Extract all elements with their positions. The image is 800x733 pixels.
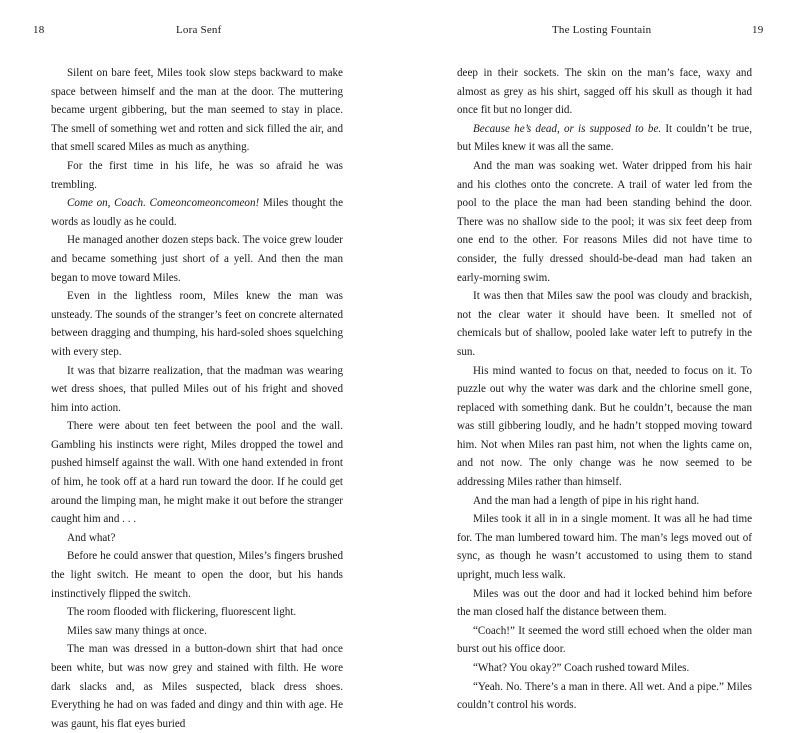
paragraph: It was that bizarre realization, that the madman was wearing wet dress shoes, that pulled Miles out of his fright and shoved him into action. <box>51 364 343 414</box>
paragraph: Even in the lightless room, Miles knew the man was unsteady. The sounds of the stranger’s feet on concrete alternated between dragging and thumping, his hard-soled shoes squelching with every step. <box>51 290 343 358</box>
paragraph: And what? <box>67 531 116 544</box>
paragraph: The room flooded with flickering, fluorescent light. <box>67 606 297 619</box>
paragraph: It was then that Miles saw the pool was cloudy and brackish, not the clear water it should have been. It smelled not of chemicals but of shallow, pooled lake water left to putrefy in the sun. <box>457 290 752 358</box>
paragraph: And the man was soaking wet. Water dripped from his hair and his clothes onto the concrete. A trail of water led from the pool to the place the man had been standing behind the door. There was no shallow side to the pool; it was six feet deep from one end to the other. For reasons Miles did not have time to consider, the fully dressed should-be-dead man had taken an early-morning swim. <box>457 159 752 284</box>
paragraph: Silent on bare feet, Miles took slow steps backward to make space between himself and the man at the door. The muttering became urgent gibbering, but the man seemed to stay in place. The smell of something wet and rotten and sick filled the air, and that smell scared Miles as much as anything. <box>51 67 343 154</box>
paragraph: Miles took it all in in a single moment. It was all he had time for. The man lumbered toward him. The man’s legs moved out of sync, as though he wasn’t accustomed to using them to stand upright, much less walk. <box>457 513 752 582</box>
page-number-left: 18 <box>33 24 45 36</box>
right-page-body <box>457 64 752 715</box>
paragraph: And the man had a length of pipe in his right hand. <box>473 494 700 507</box>
paragraph: Miles was out the door and had it locked behind him before the man closed half the distance between them. <box>457 587 752 619</box>
paragraph: His mind wanted to focus on that, needed to focus on it. To puzzle out why the water was dark and the chlorine smell gone, replaced with something dank. But he couldn’t, because the man was still gibbering loudly, and he hadn’t stopped moving toward him. Not when Miles ran past him, not when the lights came on, and not now. The only change was he now seemed to be addressing Miles rather than himself. <box>457 364 752 489</box>
paragraph: Before he could answer that question, Miles’s fingers brushed the light switch. He meant to open the door, but his hands instinctively flipped the switch. <box>51 550 343 600</box>
page-number-right: 19 <box>752 24 764 36</box>
paragraph: Miles saw many things at once. <box>67 624 207 637</box>
running-head-title: The Losting Fountain <box>552 24 652 36</box>
thought-tail: Miles thought the words as loudly as he could. <box>51 197 343 228</box>
paragraph-continuation: deep in their sockets. The skin on the man’s face, waxy and almost as grey as his shirt, sagged off his skull as though it had once fit but no longer did. <box>457 67 752 117</box>
paragraph: There were about ten feet between the pool and the wall. Gambling his instincts were right, Miles dropped the towel and pushed himself against the wall. With one hand extended in front of him, he took off at a hard run toward the door. If he could get around the limping man, he might make it out before the stranger caught him and . . . <box>51 420 343 526</box>
running-head-author: Lora Senf <box>176 24 222 36</box>
italic-thought: Come on, Coach. Comeoncomeoncomeon! <box>67 197 260 210</box>
paragraph-italic-thought <box>457 120 752 157</box>
left-page-body <box>51 64 343 733</box>
left-page <box>0 0 400 730</box>
paragraph: “Yeah. No. There’s a man in there. All wet. And a pipe.” Miles couldn’t control his words. <box>457 680 752 712</box>
thought-tail: It couldn’t be true, but Miles knew it was all the same. <box>457 122 752 154</box>
paragraph: “What? You okay?” Coach rushed toward Miles. <box>473 662 690 674</box>
paragraph-italic-thought <box>51 194 343 231</box>
italic-thought: Because he’s dead, or is supposed to be. <box>473 122 662 135</box>
paragraph: He managed another dozen steps back. The voice grew louder and became something just short of a yell. And then the man began to move toward Miles. <box>51 234 343 284</box>
paragraph: For the first time in his life, he was so afraid he was trembling. <box>51 159 343 191</box>
paragraph: “Coach!” It seemed the word still echoed when the older man burst out his office door. <box>457 624 752 656</box>
paragraph: The man was dressed in a button-down shirt that had once been white, but was now grey and stained with filth. He wore dark slacks and, as Miles suspected, black dress shoes. Everything he had on was faded and dingy and thin with age. He was gaunt, his flat eyes buried <box>51 643 343 730</box>
right-page <box>400 0 800 712</box>
